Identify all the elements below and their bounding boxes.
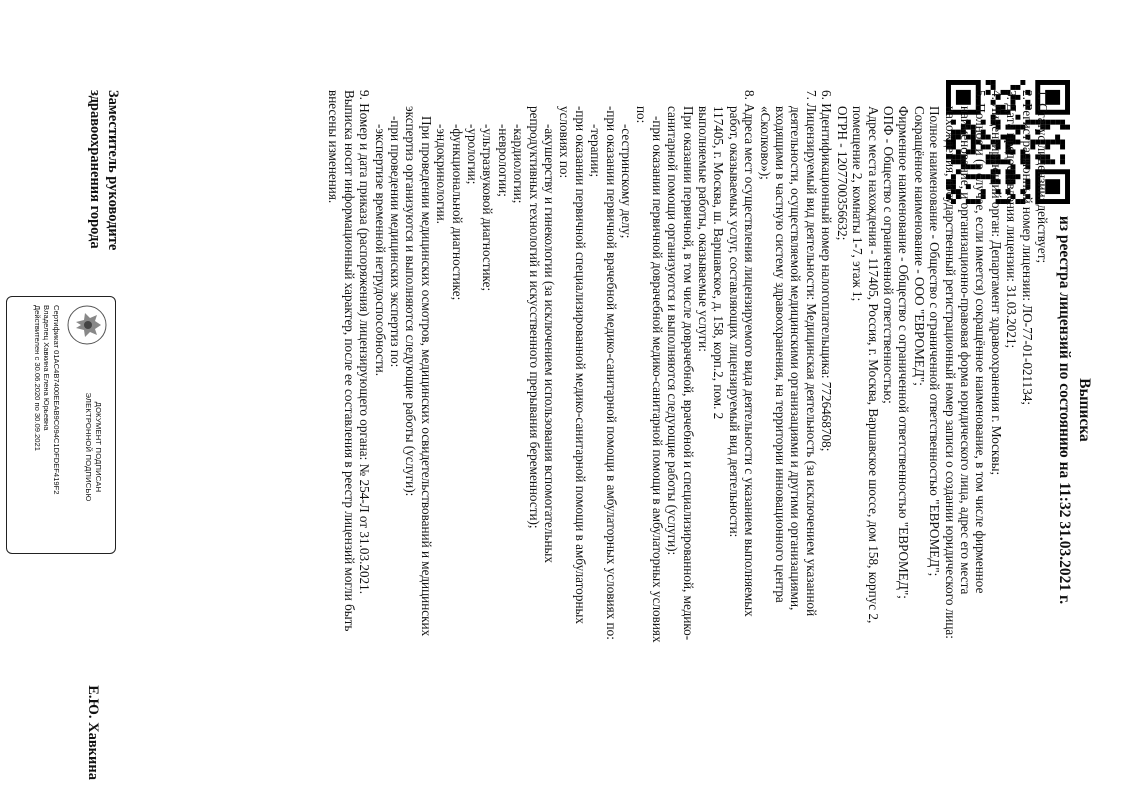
service-item: -урологии; [464,124,480,185]
item-date: 3. Дата предоставления лицензии: 31.03.2021; [1004,90,1020,349]
service-text: по: [634,106,650,124]
item-ogrn: ОГРН - 1207700356632; [834,106,850,241]
item-reg-number: 2. Регистрационный номер лицензии: ЛО-77-01-021134; [1019,90,1035,406]
service-item: -кардиологии; [511,124,527,204]
item-address-cont: помещение 2, комнаты 1-7, этаж 1; [850,106,866,302]
service-item: -экспертизе временной нетрудоспособности. [372,124,388,377]
item-name-line: нахождения, государственный регистрационный номер записи о создании юридического лица: [942,106,958,639]
stamp-heading-line: ДОКУМЕНТ ПОДПИСАН [94,401,103,493]
e-signature-stamp [6,296,116,554]
item-name-line: 5. Полное и (в случае, если имеется) сокращённое наименование, в том числе фирменное [973,90,989,594]
service-text: При оказании первичной, в том числе доврачебной, врачебной и специализированной, медико- [680,106,696,641]
item-inn: 6. Идентификационный номер налогоплательщика: 7726468708; [819,90,835,452]
item-short-name: Сокращённое наименование - ООО "ЕВРОМЕД"; [911,106,927,386]
service-text: При проведении медицинских осмотров, медицинских освидетельствований и медицинских [418,116,434,637]
info-note-cont: внесены изменения. [326,90,342,204]
service-item: -терапии; [588,124,604,178]
service-item: -неврологии; [495,124,511,197]
service-text: -при проведении медицинских экспертиз по: [387,116,403,368]
stamp-heading [84,357,103,537]
stamp-heading-line: ЭЛЕКТРОННОЙ ПОДПИСЬЮ [84,392,94,502]
item-order: 9. Номер и дата приказа (распоряжения) лицензирующего органа: № 254-Л от 31.03.2021. [357,90,373,595]
emblem-icon [65,303,109,347]
item-opf: ОПФ - Общество с ограниченной ответственностью; [880,106,896,404]
item-full-name: Полное наименование - Общество с ограниченной ответственностью "ЕВРОМЕД"; [927,106,943,577]
item-activity-cont: деятельности, осуществляемой медицинскими организациями и другими организациями, [788,106,804,611]
item-activity-cont: входящими в частную систему здравоохранения, на территории инновационного центра [773,106,789,603]
signer-name: Е.Ю. Хавкина [85,685,101,780]
item-places: 8. Адреса мест осуществления лицензируемого вида деятельности с указанием выполняемых [742,90,758,617]
item-authority: 4. Лицензирующий орган: Департамент здравоохранения г. Москвы; [988,90,1004,476]
stamp-owner: Владелец Хавкина Елена Юрьевна [42,305,52,431]
info-note: Выписка носит информационный характер, после ее составления в реестр лицензий могли быть [341,90,357,632]
service-item: -функциональной диагностике; [449,124,465,301]
place-address: 117405, г. Москва, ш. Варшавское, д. 158, корп.2, пом. 2 [711,106,727,420]
service-item: -акушерству и гинекологии (за исключением использования вспомогательных [542,124,557,563]
service-text: -при оказании первичной специализированной медико-санитарной помощи в амбулаторных [572,106,588,624]
document-body [326,90,1050,750]
stamp-details [33,305,62,545]
item-status: 1. Статус лицензии: действует; [1035,90,1050,264]
service-item-cont: репродуктивных технологий и искусственного прерывания беременности); [526,106,542,529]
service-text: экспертиз организуются и выполняются следующие работы (услуги): [403,106,419,497]
stamp-validity: Действителен с 30.06.2020 по 30.09.2021 [33,305,42,451]
item-name-line: наименование, и организационно-правовая форма юридического лица, адрес его места [957,106,973,595]
item-activity-cont: «Сколково»); [757,106,773,180]
service-text: условиях по: [557,106,573,179]
service-item: -сестринскому делу; [619,124,635,239]
item-places-cont: работ, оказываемых услуг, составляющих лицензируемый вид деятельности: [726,106,742,538]
service-item: -эндокринологии. [434,124,450,224]
item-firm-name: Фирменное наименование - Общество с ограниченной ответственностью "ЕВРОМЕД"; [896,106,912,599]
item-activity: 7. Лицензируемый вид деятельности: Медицинская деятельность (за исключением указанной [803,90,819,617]
item-address: Адрес места нахождения - 117405, Россия, г. Москва, Варшавское шоссе, дом 158, корпус 2, [865,106,881,624]
service-text: -при оказании первичной врачебной медико-санитарной помощи в амбулаторных условиях по: [603,106,619,640]
stamp-certificate: Сертификат 01AC4B7400EEAB9C094C1DFDEF419F2 [52,305,61,495]
service-text: санитарной помощи организуются и выполняются следующие работы (услуги): [665,106,681,556]
place-works-label: выполняемые работы, оказываемые услуги: [696,106,712,352]
signer-position: Заместитель руководите [105,90,121,251]
signer-position-cont: здравоохранения города [87,90,103,249]
service-item: -ультразвуковой диагностике; [480,124,496,292]
document-title: Выписка [1076,378,1093,442]
service-text: -при оказании первичной доврачебной медико-санитарной помощи в амбулаторных условиях [649,116,665,643]
document-subtitle: из реестра лицензий по состоянию на 11:32 31.03.2021 г. [1056,215,1073,605]
